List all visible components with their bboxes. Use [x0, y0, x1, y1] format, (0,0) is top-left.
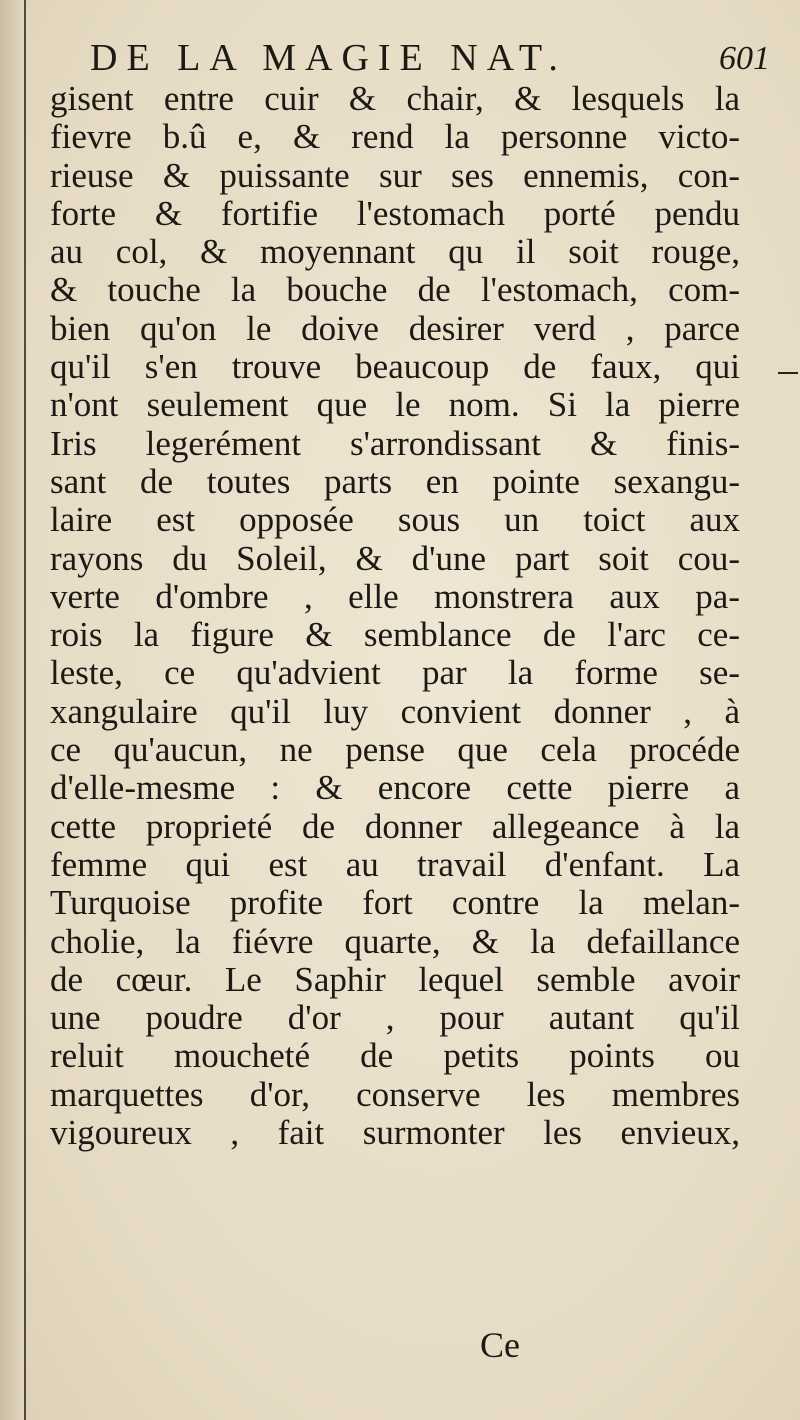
- body-text: [50, 80, 740, 1152]
- text-line: qu'il s'en trouve beaucoup de faux, qui: [50, 348, 740, 387]
- text-line: vigoureux , fait surmonter les envieux,: [50, 1114, 740, 1153]
- text-line: au col, & moyennant qu il soit rouge,: [50, 233, 740, 272]
- text-line: cette proprieté de donner allegeance à la: [50, 807, 740, 846]
- text-line: forte & fortifie l'estomach porté pendu: [50, 194, 740, 233]
- text-line: Iris legerément s'arrondissant & finis-: [50, 424, 740, 463]
- text-line: verte d'ombre , elle monstrera aux pa-: [50, 577, 740, 616]
- catchword: Ce: [480, 1325, 520, 1365]
- text-line: d'elle-mesme : & encore cette pierre a: [50, 769, 740, 808]
- text-line: Turquoise profite fort contre la melan-: [50, 884, 740, 923]
- text-line: reluit moucheté de petits points ou: [50, 1037, 740, 1076]
- text-line: gisent entre cuir & chair, & lesquels la: [50, 80, 740, 118]
- text-line: cholie, la fiévre quarte, & la defaillance: [50, 922, 740, 961]
- text-line: leste, ce qu'advient par la forme se-: [50, 654, 740, 693]
- running-head: DE LA MAGIE NAT.: [90, 37, 567, 79]
- text-line: n'ont seulement que le nom. Si la pierre: [50, 386, 740, 425]
- text-line: laire est opposée sous un toict aux: [50, 501, 740, 540]
- page-header: [80, 36, 780, 86]
- text-line: bien qu'on le doive desirer verd , parce: [50, 309, 740, 348]
- page-number: 601: [719, 40, 770, 77]
- text-line: rieuse & puissante sur ses ennemis, con-: [50, 156, 740, 195]
- text-line: fievre b.û e, & rend la personne victo-: [50, 118, 740, 157]
- gutter-shadow: [0, 0, 24, 1420]
- text-line: marquettes d'or, conserve les membres: [50, 1075, 740, 1114]
- text-line: rois la figure & semblance de l'arc ce-: [50, 616, 740, 655]
- text-line: & touche la bouche de l'estomach, com-: [50, 271, 740, 310]
- text-line: une poudre d'or , pour autant qu'il: [50, 999, 740, 1038]
- margin-mark: [778, 372, 798, 374]
- text-line: sant de toutes parts en pointe sexangu-: [50, 462, 740, 501]
- text-line: femme qui est au travail d'enfant. La: [50, 845, 740, 884]
- text-line: xangulaire qu'il luy convient donner , à: [50, 692, 740, 731]
- text-line: de cœur. Le Saphir lequel semble avoir: [50, 960, 740, 999]
- text-line: rayons du Soleil, & d'une part soit cou-: [50, 539, 740, 578]
- text-line: ce qu'aucun, ne pense que cela procéde: [50, 731, 740, 770]
- gutter-line: [24, 0, 26, 1420]
